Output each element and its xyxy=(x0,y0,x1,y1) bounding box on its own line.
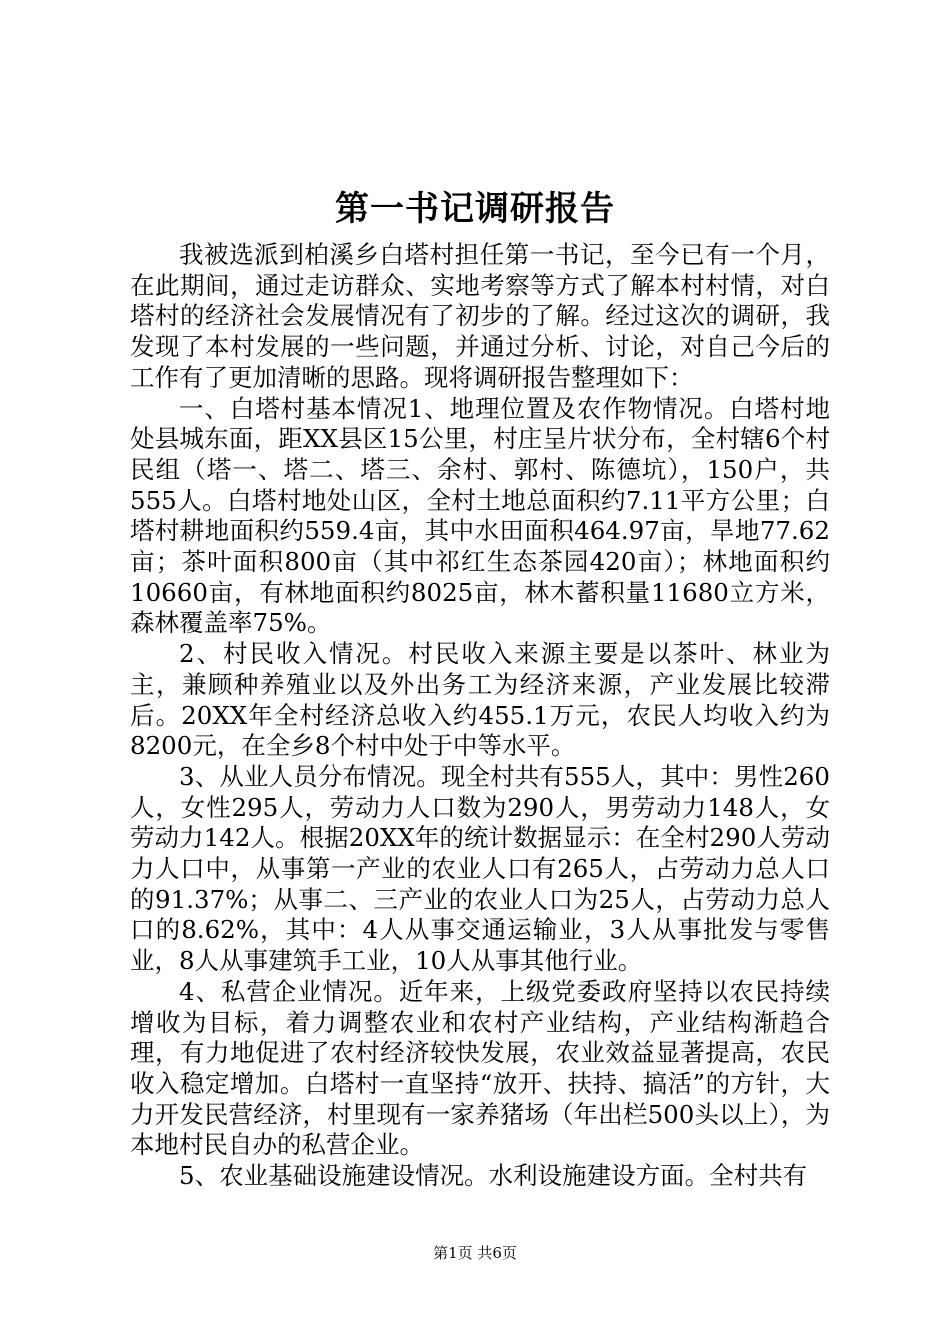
page-footer: 第1页 共6页 xyxy=(433,1244,517,1262)
paragraph-intro: 我被选派到柏溪乡白塔村担任第一书记，至今已有一个月，在此期间，通过走访群众、实地考察等方式了解本村村情，对白塔村的经济社会发展情况有了初步的了解。经过这次的调研，我发现了本村发展的一些问题，并通过分析、讨论，对自己今后的工作有了更加清晰的思路。现将调研报告整理如下： xyxy=(130,240,830,392)
document-body xyxy=(130,240,830,1192)
paragraph-basic-info: 一、白塔村基本情况1、地理位置及农作物情况。白塔村地处县城东面，距XX县区15公里，村庄呈片状分布，全村辖6个村民组（塔一、塔二、塔三、余村、郭村、陈德坑），150户，共555人。白塔村地处山区，全村土地总面积约7.11平方公里；白塔村耕地面积约559.4亩，其中水田面积464.97亩，旱地77.62亩；茶叶面积800亩（其中祁红生态茶园420亩）；林地面积约10660亩，有林地面积约8025亩，林木蓄积量11680立方米，森林覆盖率75%。 xyxy=(130,393,830,638)
paragraph-employment: 3、从业人员分布情况。现全村共有555人，其中：男性260人，女性295人，劳动力人口数为290人，男劳动力148人，女劳动力142人。根据20XX年的统计数据显示：在全村290人劳动力人口中，从事第一产业的农业人口有265人，占劳动力总人口的91.37%；从事二、三产业的农业人口为25人，占劳动力总人口的8.62%，其中：4人从事交通运输业，3人从事批发与零售业，8人从事建筑手工业，10人从事其他行业。 xyxy=(130,761,830,976)
document-title: 第一书记调研报告 xyxy=(335,189,615,229)
paragraph-income: 2、村民收入情况。村民收入来源主要是以茶叶、林业为主，兼顾种养殖业以及外出务工为经济来源，产业发展比较滞后。20XX年全村经济总收入约455.1万元，农民人均收入约为8200元，在全乡8个村中处于中等水平。 xyxy=(130,639,830,761)
paragraph-private-enterprise: 4、私营企业情况。近年来，上级党委政府坚持以农民持续增收为目标，着力调整农业和农村产业结构，产业结构渐趋合理，有力地促进了农村经济较快发展，农业效益显著提高，农民收入稳定增加。白塔村一直坚持“放开、扶持、搞活”的方针，大力开发民营经济，村里现有一家养猪场（年出栏500头以上），为本地村民自办的私营企业。 xyxy=(130,976,830,1160)
paragraph-infrastructure: 5、农业基础设施建设情况。水利设施建设方面。全村共有 xyxy=(179,1161,808,1191)
